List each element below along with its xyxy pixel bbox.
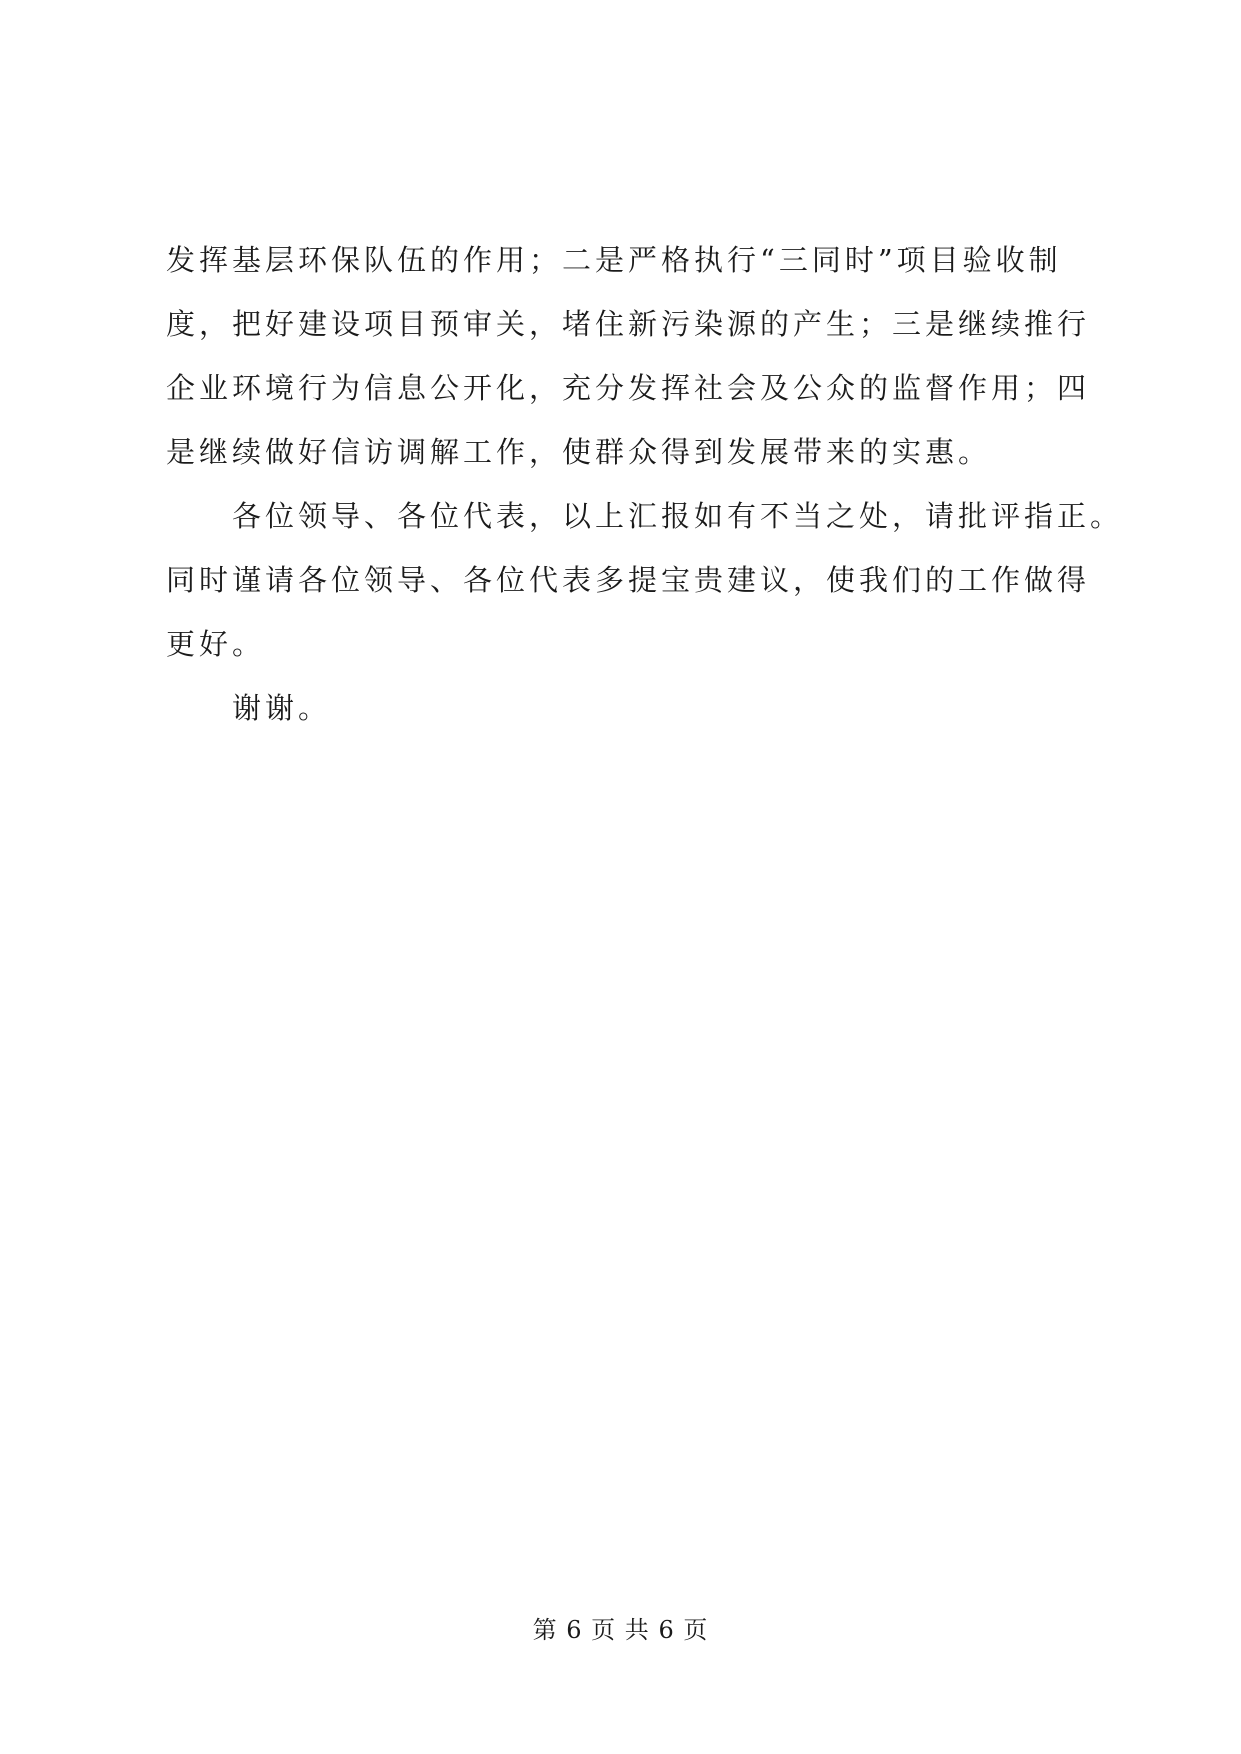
text-line: 是继续做好信访调解工作，使群众得到发展带来的实惠。 <box>166 435 992 469</box>
text-line: 发挥基层环保队伍的作用；二是严格执行“三同时”项目验收制 <box>166 243 1062 277</box>
page-footer: 第 6 页 共 6 页 <box>532 1616 709 1644</box>
text-line: 各位领导、各位代表，以上汇报如有不当之处，请批评指正。 <box>232 499 1124 533</box>
text-line: 谢谢。 <box>232 691 332 725</box>
paragraph-3 <box>166 676 1086 740</box>
text-line: 度，把好建设项目预审关，堵住新污染源的产生；三是继续推行 <box>166 307 1091 341</box>
text-line: 企业环境行为信息公开化，充分发挥社会及公众的监督作用；四 <box>166 371 1091 405</box>
text-line: 同时谨请各位领导、各位代表多提宝贵建议，使我们的工作做得 <box>166 563 1091 597</box>
paragraph-1 <box>166 228 1091 484</box>
document-body <box>166 228 1124 740</box>
paragraph-2 <box>166 484 1124 676</box>
text-line: 更好。 <box>166 627 266 661</box>
